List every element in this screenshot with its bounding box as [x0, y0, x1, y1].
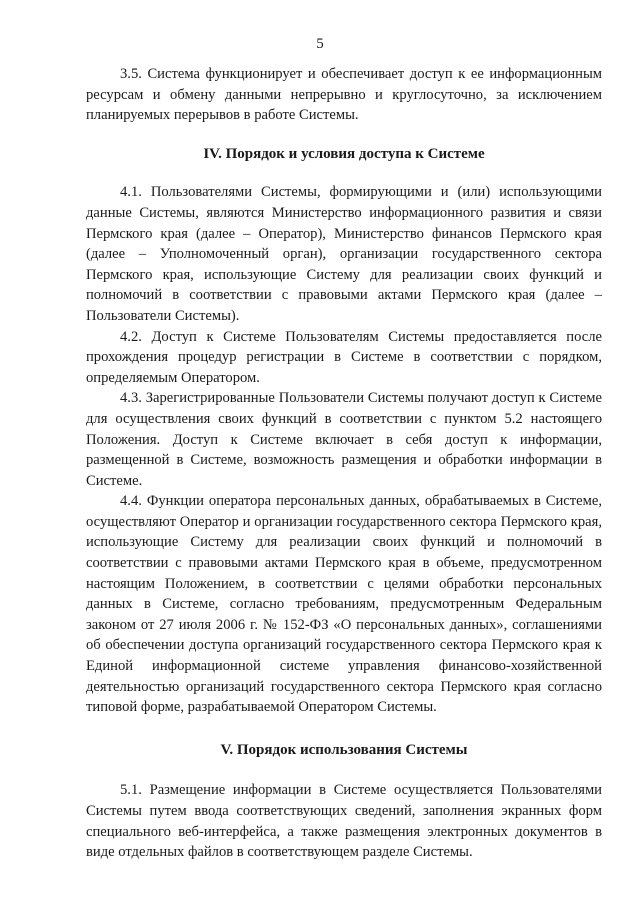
page-number: 5 [316, 36, 324, 52]
paragraph-4-4: 4.4. Функции оператора персональных данных, обрабатываемых в Системе, осуществляют Оператор и организации государственного сектора Пермского края, использующие Систему для реализации своих функций и полномочий в соответствии с правовыми актами Пермского края в объеме, предусмотренном настоящим Положением, в соответствии с целями обработки персональных данных в Системе, согласно требованиям, предусмотренным Федеральным законом от 27 июля 2006 г. № 152-ФЗ «О персональных данных», соглашениями об обеспечении доступа организаций государственного сектора Пермского края к Единой информационной системе управления финансово-хозяйственной деятельностью организаций государственного сектора Пермского края согласно типовой форме, разрабатываемой Оператором Системы. [86, 493, 602, 716]
paragraph-4-2: 4.2. Доступ к Системе Пользователям Системы предоставляется после прохождения процедур регистрации в Системе в соответствии с порядком, определяемым Оператором. [86, 328, 602, 386]
section-iv-heading: IV. Порядок и условия доступа к Системе [203, 145, 485, 162]
document-body [86, 64, 602, 863]
paragraph-4-3: 4.3. Зарегистрированные Пользователи Системы получают доступ к Системе для осуществления своих функций в соответствии с пунктом 5.2 настоящего Положения. Доступ к Системе включает в себя доступ к информации, размещенной в Системе, возможность размещения и обработки информации в Системе. [86, 390, 602, 489]
section-v-heading: V. Порядок использования Системы [220, 741, 468, 758]
paragraph-4-1: 4.1. Пользователями Системы, формирующими и (или) использующими данные Системы, являются Министерство информационного развития и связи Пермского края (далее – Оператор), Министерство финансов Пермского края (далее – Уполномоченный орган), организации государственного сектора Пермского края, использующие Систему для реализации своих функций и полномочий в соответствии с правовыми актами Пермского края (далее – Пользователи Системы). [86, 184, 602, 324]
paragraph-5-1: 5.1. Размещение информации в Системе осуществляется Пользователями Системы путем ввода соответствующих сведений, заполнения экранных форм специального веб-интерфейса, а также размещения электронных документов в виде отдельных файлов в соответствующем разделе Системы. [86, 782, 602, 861]
paragraph-3-5: 3.5. Система функционирует и обеспечивает доступ к ее информационным ресурсам и обмену данными непрерывно и круглосуточно, за исключением планируемых перерывов в работе Системы. [86, 66, 602, 124]
